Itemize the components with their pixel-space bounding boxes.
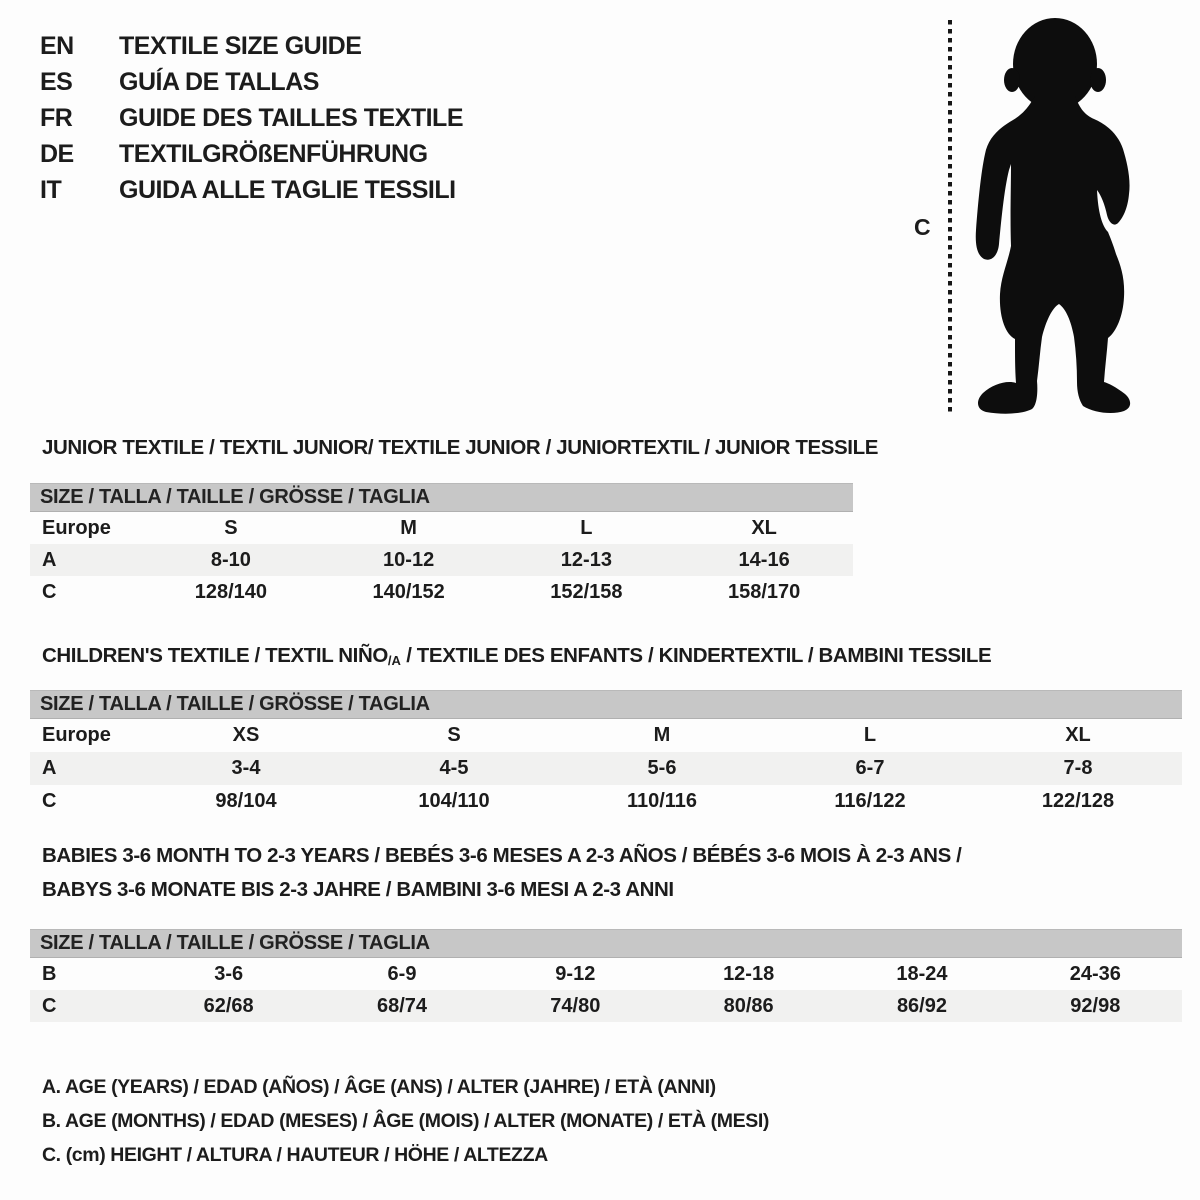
cell: 62/68 [203,994,254,1017]
cell: 8-10 [210,548,251,571]
cell: 6-7 [855,757,885,779]
cell: 98/104 [215,790,277,812]
cell: 3-4 [231,757,261,779]
lang-title: GUIDE DES TAILLES TEXTILE [119,104,464,132]
cell: 12-18 [723,962,775,985]
lang-title: TEXTILE SIZE GUIDE [119,32,362,60]
cell: 128/140 [194,580,268,603]
cell: S [224,516,238,539]
measurement-legend [42,1070,769,1172]
junior-section-title: JUNIOR TEXTILE / TEXTIL JUNIOR/ TEXTILE JUNIOR / JUNIORTEXTIL / JUNIOR TESSILE [42,436,878,459]
row-label: C [42,580,57,603]
row-label: Europe [42,516,111,539]
cell: 24-36 [1069,962,1121,985]
size-header-bar: SIZE / TALLA / TAILLE / GRÖSSE / TAGLIA [30,690,1182,719]
lang-code: FR [40,104,73,132]
cell: 110/116 [626,790,698,812]
cell: 68/74 [376,994,428,1017]
legend-line-c: C. (cm) HEIGHT / ALTURA / HAUTEUR / HÖHE / ALTEZZA [42,1144,548,1166]
cell: 104/110 [418,790,490,812]
cell: 140/152 [372,580,445,603]
lang-code: DE [40,140,74,168]
table-row-age-months [30,958,1182,990]
cell: 12-13 [560,548,612,571]
cell: 6-9 [387,962,417,985]
size-header-bar: SIZE / TALLA / TAILLE / GRÖSSE / TAGLIA [30,483,853,512]
cell: 7-8 [1063,757,1093,779]
lang-row-es [40,64,463,100]
cell: 9-12 [555,962,596,985]
table-row-age [30,752,1182,785]
legend-line-a: A. AGE (YEARS) / EDAD (AÑOS) / ÂGE (ANS) / ALTER (JAHRE) / ETÀ (ANNI) [42,1076,716,1098]
lang-title: GUÍA DE TALLAS [119,68,319,96]
row-label: C [42,994,57,1017]
children-title-post: / TEXTILE DES ENFANTS / KINDERTEXTIL / BAMBINI TESSILE [400,644,992,667]
babies-title-line1: BABIES 3-6 MONTH TO 2-3 YEARS / BEBÉS 3-6 MESES A 2-3 AÑOS / BÉBÉS 3-6 MOIS À 2-3 ANS / [42,844,962,867]
lang-row-fr [40,100,463,136]
cell: M [653,724,671,746]
table-row-europe [30,719,1182,752]
row-label: A [42,757,57,779]
height-measure-label: C [914,214,931,240]
cell: 86/92 [896,994,947,1017]
babies-title-line2: BABYS 3-6 MONATE BIS 2-3 JAHRE / BAMBINI 3-6 MESI A 2-3 ANNI [42,878,674,901]
cell: L [580,516,593,539]
cell: 152/158 [550,580,623,603]
table-row-height [30,785,1182,818]
children-size-table [30,690,1182,818]
children-title-sub: /A [387,653,401,668]
cell: 5-6 [647,757,677,779]
cell: 10-12 [383,548,435,571]
cell: 80/86 [723,994,774,1017]
cell: L [863,724,877,746]
babies-size-table [30,929,1182,1022]
cell: 4-5 [439,757,469,779]
row-label: Europe [42,724,111,746]
height-measure-line [948,20,952,416]
table-row-height [30,990,1182,1022]
lang-code: EN [40,32,74,60]
cell: 18-24 [896,962,948,985]
language-title-block [40,28,463,208]
cell: S [447,724,461,746]
cell: XS [232,724,260,746]
lang-title: TEXTILGRÖßENFÜHRUNG [119,140,428,168]
lang-title: GUIDA ALLE TAGLIE TESSILI [119,176,456,204]
cell: 92/98 [1070,994,1121,1017]
cell: 74/80 [550,994,601,1017]
cell: 158/170 [727,580,801,603]
cell: 122/128 [1041,790,1115,812]
table-row-age [30,544,853,576]
junior-size-table [30,483,853,608]
size-header-bar: SIZE / TALLA / TAILLE / GRÖSSE / TAGLIA [30,929,1182,958]
table-row-height [30,576,853,608]
cell: XL [751,516,777,539]
children-section-title [42,644,991,668]
row-label: C [42,790,57,812]
lang-row-de [40,136,463,172]
row-label: B [42,962,57,985]
cell: M [400,516,417,539]
lang-code: ES [40,68,73,96]
cell: 3-6 [214,962,244,985]
children-title-pre: CHILDREN'S TEXTILE / TEXTIL NIÑO [42,644,388,667]
row-label: A [42,548,57,571]
legend-line-b: B. AGE (MONTHS) / EDAD (MESES) / ÂGE (MOIS) / ALTER (MONATE) / ETÀ (MESI) [42,1110,769,1132]
cell: 14-16 [738,548,790,571]
lang-row-it [40,172,463,208]
cell: 116/122 [834,790,906,812]
toddler-silhouette-icon [975,18,1135,418]
lang-row-en [40,28,463,64]
cell: XL [1065,724,1091,746]
table-row-europe [30,512,853,544]
babies-section-title [42,839,961,907]
lang-code: IT [40,176,62,204]
